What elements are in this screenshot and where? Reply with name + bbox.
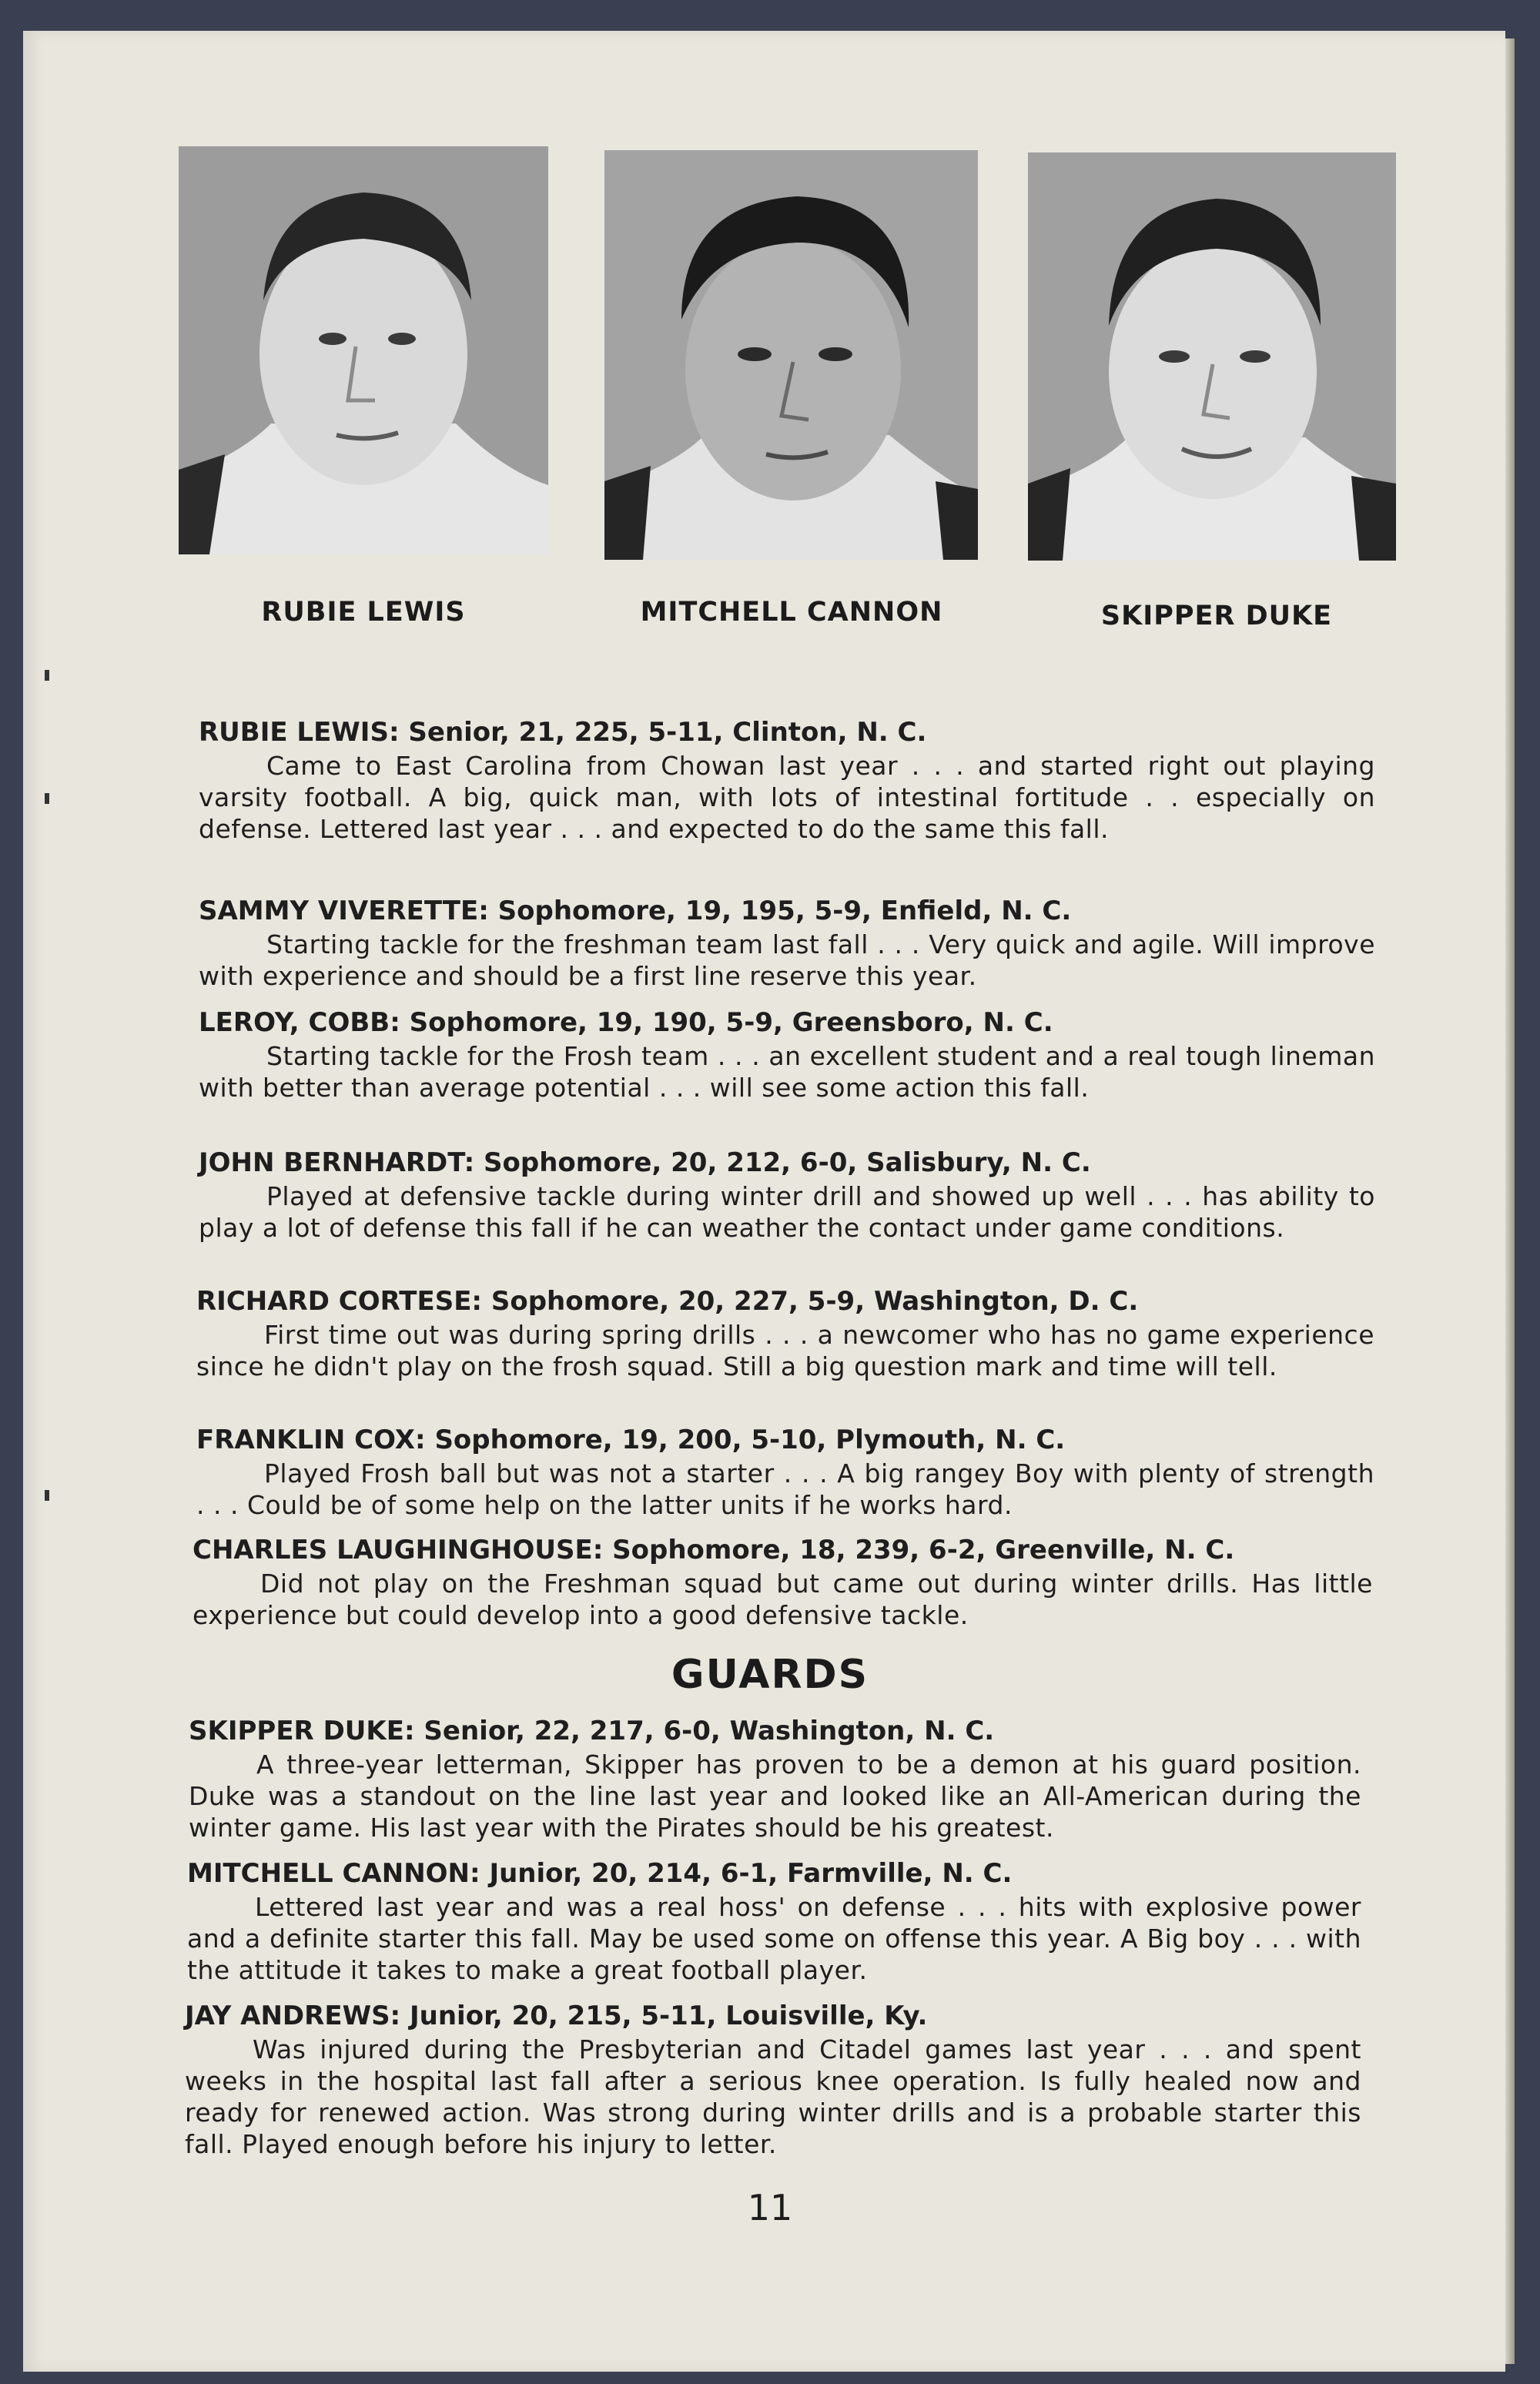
bio-text: A three-year letterman, Skipper has proven to be a demon at his guard position. Duke was a standout on the line last year and looked like an All-American during the winter game. His last year with the Pirates should be his greatest. — [189, 1749, 1361, 1843]
player-name: RUBIE LEWIS: — [199, 717, 400, 748]
photo-caption: MITCHELL CANNON — [640, 597, 943, 628]
bio-text: Starting tackle for the freshman team last fall . . . Very quick and agile. Will improve with experience and should be a first line reserve this year. — [199, 929, 1375, 991]
bio-text: Was injured during the Presbyterian and Citadel games last year . . . and spent weeks in the hospital last fall after a serious knee operation. Is fully healed now and ready for renewed action. Was strong during winter drills and is a probable starter this fall. Played enough before his injury to letter. — [185, 2034, 1361, 2159]
player-bio — [199, 1145, 1375, 1244]
player-bio — [185, 1998, 1361, 2160]
bio-heading — [199, 1145, 1375, 1180]
margin-mark — [45, 1490, 49, 1501]
player-bio — [196, 1422, 1374, 1521]
bio-heading — [192, 1532, 1373, 1568]
section-title: GUARDS — [671, 1652, 869, 1698]
player-bio — [196, 1284, 1374, 1382]
bio-text: Played Frosh ball but was not a starter . . . A big rangey Boy with plenty of strength . . . Could be of some help on the latter units if he works hard. — [196, 1458, 1374, 1520]
player-name: JAY ANDREWS: — [185, 2001, 401, 2031]
bio-text: Did not play on the Freshman squad but came out during winter drills. Has little experience but could develop into a good defensive tackle. — [192, 1569, 1373, 1630]
bio-text: Lettered last year and was a real hoss' on defense . . . hits with explosive power and a definite starter this fall. May be used some on offense this year. A Big boy . . . with the attitude it takes to make a great football player. — [187, 1892, 1361, 1985]
player-photo-rubie-lewis — [179, 146, 548, 554]
bio-text: First time out was during spring drills . . . a newcomer who has no game experience since he didn't play on the frosh squad. Still a big question mark and time will tell. — [196, 1320, 1374, 1381]
margin-mark — [45, 793, 49, 804]
bio-text: Starting tackle for the Frosh team . . . an excellent student and a real tough lineman with better than average potential . . . will see some action this fall. — [199, 1041, 1375, 1103]
player-name: SKIPPER DUKE: — [189, 1716, 415, 1746]
bio-heading — [196, 1422, 1374, 1458]
page-number: 11 — [747, 2187, 793, 2228]
player-photo-skipper-duke — [1028, 152, 1396, 561]
player-name: SAMMY VIVERETTE: — [199, 896, 489, 926]
bio-text: Came to East Carolina from Chowan last year . . . and started right out playing varsity football. A big, quick man, with lots of intestinal fortitude . . especially on defense. Lettered last year . . . and expected to do the same this fall. — [199, 751, 1375, 844]
player-details: Senior, 22, 217, 6-0, Washington, N. C. — [424, 1716, 995, 1746]
player-details: Sophomore, 19, 200, 5-10, Plymouth, N. C. — [434, 1425, 1066, 1455]
player-bio — [199, 893, 1375, 992]
player-details: Sophomore, 20, 212, 6-0, Salisbury, N. C. — [484, 1147, 1091, 1178]
player-bio — [199, 1005, 1375, 1103]
player-bio — [192, 1532, 1373, 1631]
player-name: JOHN BERNHARDT: — [199, 1147, 475, 1178]
player-details: Sophomore, 19, 195, 5-9, Enfield, N. C. — [497, 896, 1072, 926]
player-details: Sophomore, 20, 227, 5-9, Washington, D. C. — [490, 1286, 1139, 1317]
player-name: LEROY, COBB: — [199, 1007, 400, 1038]
player-bio — [187, 1856, 1361, 1986]
bio-heading — [185, 1998, 1361, 2034]
photo-caption: RUBIE LEWIS — [261, 597, 466, 628]
player-details: Junior, 20, 215, 5-11, Louisville, Ky. — [410, 2001, 928, 2031]
player-details: Sophomore, 19, 190, 5-9, Greensboro, N. C. — [409, 1007, 1053, 1038]
player-name: RICHARD CORTESE: — [196, 1286, 483, 1317]
bio-heading — [187, 1856, 1361, 1891]
bio-heading — [189, 1713, 1361, 1749]
player-details: Senior, 21, 225, 5-11, Clinton, N. C. — [408, 717, 927, 748]
player-bio — [199, 715, 1375, 845]
player-bio — [189, 1713, 1361, 1843]
bio-text: Played at defensive tackle during winter drill and showed up well . . . has ability to play a lot of defense this fall if he can weather the contact under game conditions. — [199, 1181, 1375, 1243]
player-name: CHARLES LAUGHINGHOUSE: — [192, 1535, 604, 1565]
player-photo-mitchell-cannon — [604, 150, 978, 560]
margin-mark — [45, 670, 49, 681]
bio-heading — [199, 1005, 1375, 1040]
player-name: MITCHELL CANNON: — [187, 1858, 480, 1889]
player-details: Sophomore, 18, 239, 6-2, Greenville, N. C. — [612, 1535, 1235, 1565]
bio-heading — [199, 893, 1375, 929]
photo-caption: SKIPPER DUKE — [1100, 601, 1333, 631]
bio-heading — [196, 1284, 1374, 1319]
bio-heading — [199, 715, 1375, 750]
player-details: Junior, 20, 214, 6-1, Farmville, N. C. — [489, 1858, 1013, 1889]
player-name: FRANKLIN COX: — [196, 1425, 426, 1455]
page-edge — [1505, 39, 1515, 2364]
